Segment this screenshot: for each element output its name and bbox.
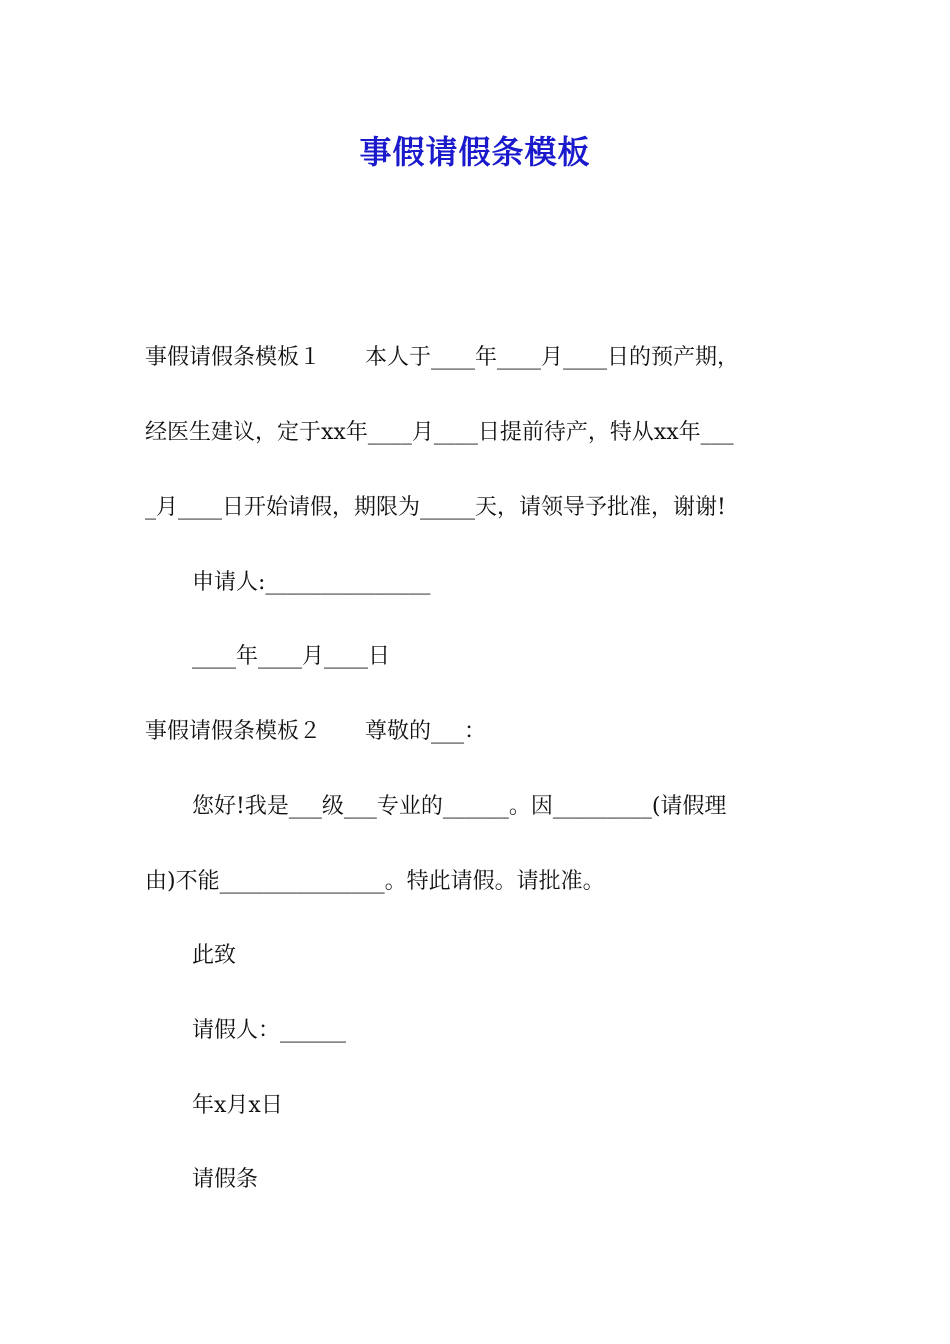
- leave-applicant-line: 请假人：______: [192, 1018, 347, 1043]
- document-title: 事假请假条模板: [359, 133, 591, 171]
- section-heading: 请假条: [192, 1167, 259, 1192]
- paragraph-line: 您好!我是___级___专业的______。因_________(请假理: [192, 794, 727, 819]
- paragraph-line: 经医生建议，定于xx年____月____日提前待产，特从xx年___: [145, 420, 734, 445]
- applicant-line: 申请人:_______________: [192, 570, 431, 595]
- closing-line: 此致: [192, 943, 237, 968]
- paragraph-line: _月____日开始请假，期限为_____天，请领导予批准，谢谢!: [145, 495, 726, 520]
- paragraph-line: 事假请假条模板２ 尊敬的___：: [145, 719, 487, 744]
- paragraph-line: 事假请假条模板１ 本人于____年____月____日的预产期，: [145, 345, 740, 370]
- date-line: ____年____月____日: [192, 644, 391, 669]
- date-line: 年x月x日: [192, 1093, 283, 1118]
- paragraph-line: 由)不能_______________。特此请假。请批准。: [145, 869, 605, 894]
